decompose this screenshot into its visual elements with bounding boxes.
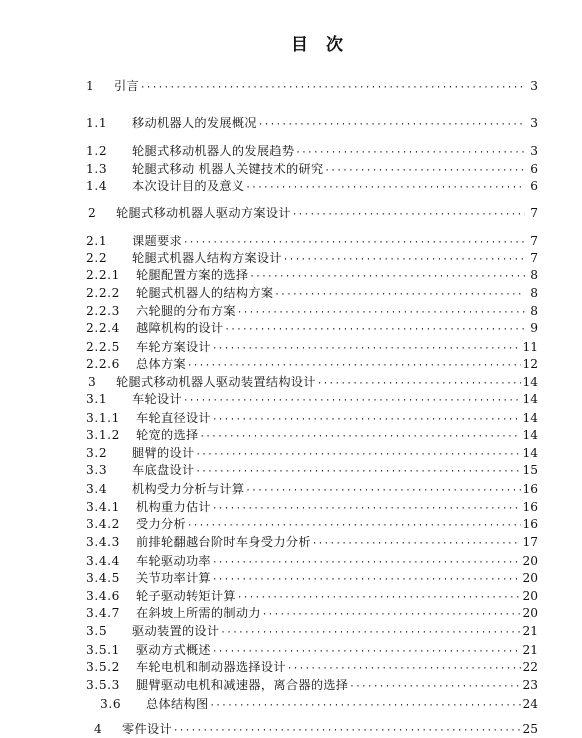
toc-dot-leader [317, 376, 522, 390]
toc-dot-leader [312, 536, 522, 550]
toc-section-number: 4 [94, 722, 103, 736]
toc-dot-leader [187, 358, 522, 372]
toc-section-number: 1 [86, 79, 95, 93]
toc-page-number: 21 [522, 643, 538, 657]
toc-section-title: 轮腿式移动机器人的发展趋势 [132, 144, 295, 158]
toc-section-number: 3.4.4 [86, 554, 121, 568]
toc-page-number: 20 [522, 554, 538, 568]
toc-section-number: 2.2.1 [86, 268, 121, 282]
toc-section-number: 2.1 [86, 234, 108, 248]
toc-entry[interactable] [86, 267, 538, 283]
toc-section-number: 2.2.6 [86, 357, 121, 371]
toc-page-number: 8 [530, 268, 538, 282]
toc-entry[interactable] [86, 605, 538, 621]
toc-section-title: 车轮设计 [132, 392, 182, 406]
toc-section-title: 零件设计 [122, 722, 172, 736]
toc-entry[interactable] [86, 570, 538, 586]
toc-entry[interactable] [86, 178, 538, 194]
toc-section-number: 3.5.2 [86, 660, 121, 674]
toc-section-title: 轮宽的选择 [136, 428, 199, 442]
toc-page-number: 8 [530, 304, 538, 318]
toc-page-number: 17 [522, 535, 538, 549]
toc-page-number: 6 [530, 162, 538, 176]
toc-entry[interactable] [86, 303, 538, 319]
toc-page-number: 20 [522, 571, 538, 585]
toc-section-title: 本次设计目的及意义 [132, 179, 245, 193]
toc-section-number: 3.5.3 [86, 678, 121, 692]
toc-section-number: 3.6 [100, 697, 122, 711]
toc-page-number: 16 [522, 517, 538, 531]
toc-entry[interactable] [86, 320, 538, 336]
toc-dot-leader [220, 625, 521, 639]
toc-section-number: 3.1.2 [86, 428, 121, 442]
toc-section-number: 3.1 [86, 392, 108, 406]
toc-page-number: 11 [522, 340, 538, 354]
toc-page-number: 7 [530, 251, 538, 265]
toc-section-title: 关节功率计算 [136, 571, 211, 585]
toc-dot-leader [195, 464, 521, 478]
toc-entry[interactable] [86, 499, 538, 515]
toc-page-number: 14 [522, 446, 538, 460]
toc-entry[interactable] [86, 534, 538, 550]
toc-entry[interactable] [86, 391, 538, 407]
toc-section-title: 在斜坡上所需的制动力 [136, 606, 261, 620]
toc-page-number: 14 [522, 375, 538, 389]
toc-section-number: 1.3 [86, 162, 108, 176]
toc-section-title: 轮腿配置方案的选择 [136, 268, 249, 282]
toc-entry[interactable] [86, 623, 538, 639]
toc-dot-leader [140, 80, 525, 94]
toc-page-number: 25 [522, 722, 538, 736]
toc-dot-leader [224, 322, 525, 336]
toc-page-number: 20 [522, 589, 538, 603]
toc-section-title: 驱动方式概述 [136, 643, 211, 657]
toc-section-title: 总体结构图 [146, 697, 209, 711]
toc-section-number: 3.1.1 [86, 411, 121, 425]
toc-section-number: 3.5.1 [86, 643, 121, 657]
toc-entry[interactable] [86, 410, 538, 426]
toc-page-number: 8 [530, 286, 538, 300]
toc-section-number: 3.4.1 [86, 500, 121, 514]
toc-section-title: 轮腿式移动机器人驱动装置结构设计 [116, 375, 316, 389]
toc-entry[interactable] [86, 642, 538, 658]
toc-section-title: 车轮方案设计 [136, 340, 211, 354]
toc-section-title: 车轮驱动功率 [136, 554, 211, 568]
toc-page-number: 14 [522, 428, 538, 442]
toc-entry[interactable] [86, 445, 538, 461]
toc-dot-leader [292, 207, 525, 221]
toc-entry[interactable] [86, 143, 538, 159]
toc-entry[interactable] [86, 481, 538, 497]
toc-dot-leader [274, 287, 525, 301]
toc-dot-leader [249, 269, 525, 283]
toc-section-title: 机构受力分析与计算 [132, 482, 245, 496]
toc-dot-leader [287, 661, 522, 675]
toc-entry[interactable] [88, 374, 538, 390]
toc-dot-leader [212, 555, 522, 569]
toc-entry[interactable] [86, 233, 538, 249]
toc-section-number: 3.5 [86, 624, 108, 638]
toc-section-title: 总体方案 [136, 357, 186, 371]
toc-page-number: 24 [522, 697, 538, 711]
toc-entry[interactable] [86, 462, 538, 478]
toc-entry[interactable] [86, 677, 538, 693]
toc-section-title: 前排轮翻越台阶时车身受力分析 [136, 535, 311, 549]
toc-page-number: 6 [530, 179, 538, 193]
toc-page-number: 14 [522, 411, 538, 425]
toc-section-title: 轮腿式机器人的结构方案 [136, 286, 274, 300]
toc-section-number: 3.4.7 [86, 606, 121, 620]
toc-section-title: 轮腿式移动机器人驱动方案设计 [116, 206, 291, 220]
toc-section-title: 轮子驱动转矩计算 [136, 589, 236, 603]
toc-section-title: 轮腿式移动 机器人关键技术的研究 [132, 162, 324, 176]
toc-section-title: 腿臂的设计 [132, 446, 195, 460]
toc-entry[interactable] [94, 721, 538, 737]
toc-section-title: 驱动装置的设计 [132, 624, 220, 638]
toc-entry[interactable] [100, 696, 538, 712]
toc-page-number: 3 [530, 79, 538, 93]
toc-dot-leader [349, 679, 521, 693]
toc-entry[interactable] [86, 659, 538, 675]
toc-section-number: 1.2 [86, 144, 108, 158]
toc-entry[interactable] [86, 427, 538, 443]
toc-entry[interactable] [86, 161, 538, 177]
toc-section-number: 1.1 [86, 116, 108, 130]
toc-page-number: 21 [522, 624, 538, 638]
toc-entry[interactable] [88, 205, 538, 221]
toc-entry[interactable] [86, 516, 538, 532]
toc-section-number: 2.2.3 [86, 304, 121, 318]
toc-section-title: 越障机构的设计 [136, 321, 224, 335]
toc-section-title: 车轮直径设计 [136, 411, 211, 425]
toc-section-title: 课题要求 [132, 234, 182, 248]
toc-dot-leader [199, 429, 521, 443]
toc-entry[interactable] [86, 356, 538, 372]
toc-entry[interactable] [86, 78, 538, 94]
toc-entry[interactable] [86, 250, 538, 266]
toc-page-number: 23 [522, 678, 538, 692]
toc-dot-leader [183, 235, 525, 249]
toc-dot-leader [183, 393, 522, 407]
toc-section-number: 2.2.5 [86, 340, 121, 354]
toc-section-title: 车底盘设计 [132, 463, 195, 477]
toc-dot-leader [187, 518, 522, 532]
toc-page-number: 16 [522, 482, 538, 496]
toc-section-title: 六轮腿的分布方案 [136, 304, 236, 318]
toc-dot-leader [262, 607, 522, 621]
toc-dot-leader [295, 145, 525, 159]
toc-dot-leader [195, 447, 521, 461]
toc-dot-leader [245, 483, 521, 497]
toc-section-number: 2.2 [86, 251, 108, 265]
toc-entry[interactable] [86, 339, 538, 355]
toc-section-number: 3.4.3 [86, 535, 121, 549]
toc-page-number: 3 [530, 116, 538, 130]
toc-dot-leader [209, 698, 521, 712]
toc-section-number: 3.3 [86, 463, 108, 477]
toc-entry[interactable] [86, 588, 538, 604]
toc-entry[interactable] [86, 553, 538, 569]
toc-section-number: 2.2.4 [86, 321, 121, 335]
toc-dot-leader [258, 117, 525, 131]
toc-dot-leader [212, 341, 522, 355]
toc-page-number: 7 [530, 206, 538, 220]
toc-entry[interactable] [86, 285, 538, 301]
toc-dot-leader [173, 723, 522, 737]
page-title: 目 次 [291, 35, 349, 55]
toc-page-number: 15 [522, 463, 538, 477]
toc-dot-leader [237, 590, 522, 604]
toc-section-title: 车轮电机和制动器选择设计 [136, 660, 286, 674]
toc-dot-leader [212, 501, 522, 515]
toc-section-number: 3 [88, 375, 97, 389]
toc-section-title: 移动机器人的发展概况 [132, 116, 257, 130]
toc-section-number: 3.4.5 [86, 571, 121, 585]
toc-dot-leader [212, 572, 522, 586]
toc-section-title: 受力分析 [136, 517, 186, 531]
toc-section-title: 引言 [114, 79, 139, 93]
toc-dot-leader [245, 180, 525, 194]
toc-page-number: 22 [522, 660, 538, 674]
toc-dot-leader [283, 252, 525, 266]
toc-page-number: 3 [530, 144, 538, 158]
toc-section-number: 3.4.6 [86, 589, 121, 603]
toc-dot-leader [212, 644, 522, 658]
toc-page-number: 12 [522, 357, 538, 371]
toc-page-number: 14 [522, 392, 538, 406]
toc-section-title: 轮腿式机器人结构方案设计 [132, 251, 282, 265]
toc-entry[interactable] [86, 115, 538, 131]
toc-page-number: 16 [522, 500, 538, 514]
toc-page-number: 7 [530, 234, 538, 248]
toc-dot-leader [212, 412, 522, 426]
toc-dot-leader [237, 305, 525, 319]
toc-section-number: 3.4.2 [86, 517, 121, 531]
toc-section-number: 2.2.2 [86, 286, 121, 300]
toc-page-number: 9 [530, 321, 538, 335]
toc-page-number: 20 [522, 606, 538, 620]
toc-section-number: 2 [88, 206, 97, 220]
toc-section-number: 1.4 [86, 179, 108, 193]
toc-section-title: 机构重力估计 [136, 500, 211, 514]
toc-section-number: 3.4 [86, 482, 108, 496]
toc-section-title: 腿臂驱动电机和减速器，离合器的选择 [136, 678, 349, 692]
toc-dot-leader [325, 163, 526, 177]
toc-section-number: 3.2 [86, 446, 108, 460]
